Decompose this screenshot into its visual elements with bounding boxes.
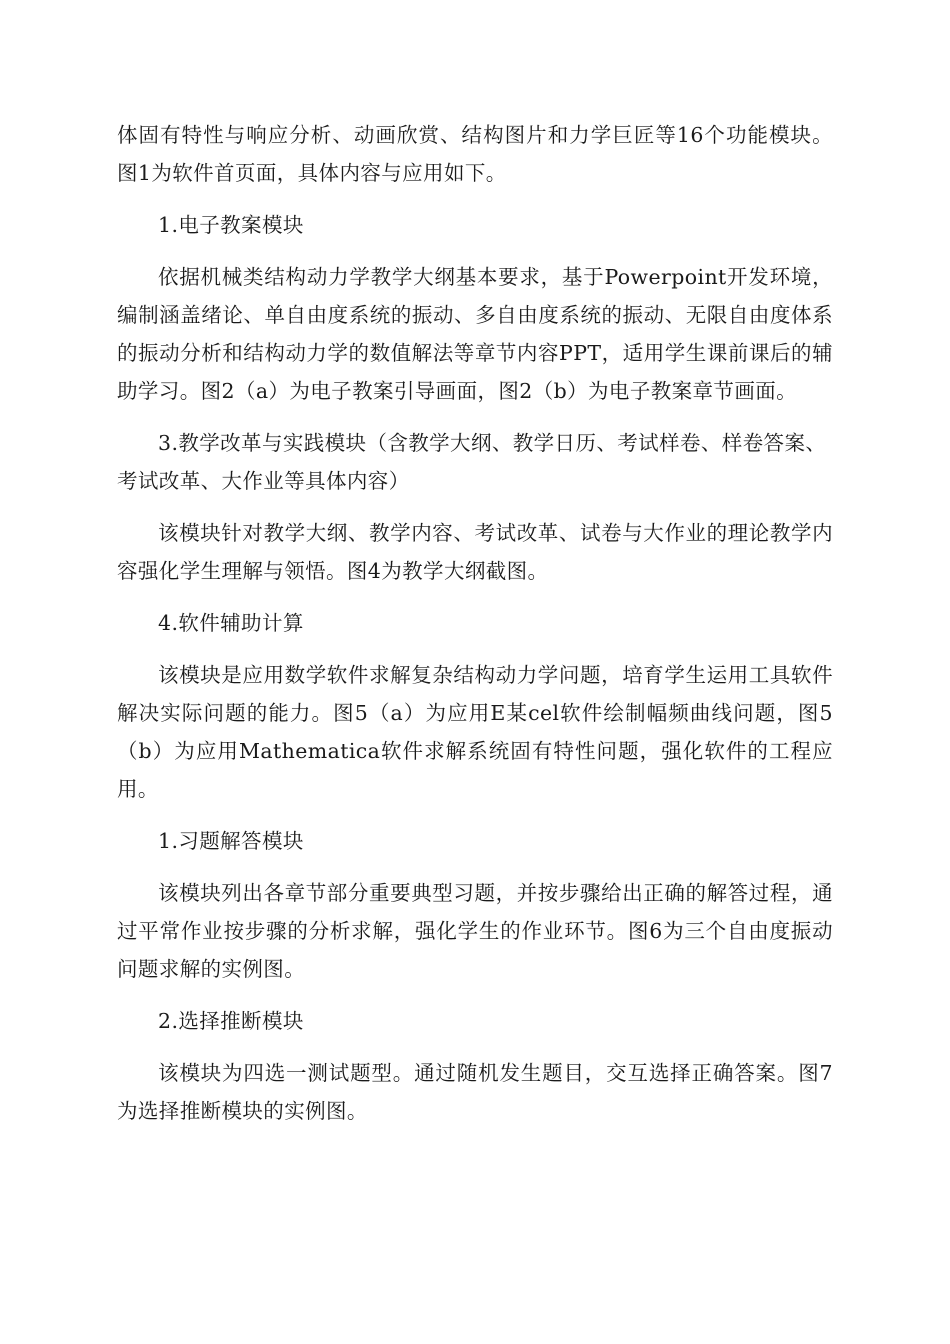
section-heading-choice-judgment: 2.选择推断模块: [158, 1009, 304, 1033]
paragraph-intro: 体固有特性与响应分析、动画欣赏、结构图片和力学巨匠等16个功能模块。图1为软件首页面，具体内容与应用如下。: [117, 123, 833, 185]
paragraph-software-computation: 该模块是应用数学软件求解复杂结构动力学问题，培育学生运用工具软件解决实际问题的能力。图5（a）为应用E某cel软件绘制幅频曲线问题，图5（b）为应用Mathematica软件求解系统固有特性问题，强化软件的工程应用。: [117, 663, 833, 801]
paragraph-electronic-lesson-plan: 依据机械类结构动力学教学大纲基本要求，基于Powerpoint开发环境，编制涵盖绪论、单自由度系统的振动、多自由度系统的振动、无限自由度体系的振动分析和结构动力学的数值解法等章节内容PPT，适用学生课前课后的辅助学习。图2（a）为电子教案引导画面，图2（b）为电子教案章节画面。: [117, 265, 833, 403]
paragraph-choice-judgment: 该模块为四选一测试题型。通过随机发生题目，交互选择正确答案。图7为选择推断模块的实例图。: [117, 1061, 833, 1123]
section-heading-electronic-lesson-plan: 1.电子教案模块: [158, 213, 304, 237]
section-heading-software-computation: 4.软件辅助计算: [158, 611, 304, 635]
paragraph-teaching-reform: 该模块针对教学大纲、教学内容、考试改革、试卷与大作业的理论教学内容强化学生理解与领悟。图4为教学大纲截图。: [117, 521, 833, 583]
document-body: [117, 116, 833, 1144]
section-heading-exercise-solutions: 1.习题解答模块: [158, 829, 304, 853]
paragraph-exercise-solutions: 该模块列出各章节部分重要典型习题，并按步骤给出正确的解答过程，通过平常作业按步骤的分析求解，强化学生的作业环节。图6为三个自由度振动问题求解的实例图。: [117, 881, 833, 981]
section-heading-teaching-reform: 3.教学改革与实践模块（含教学大纲、教学日历、考试样卷、样卷答案、考试改革、大作业等具体内容）: [117, 431, 827, 493]
